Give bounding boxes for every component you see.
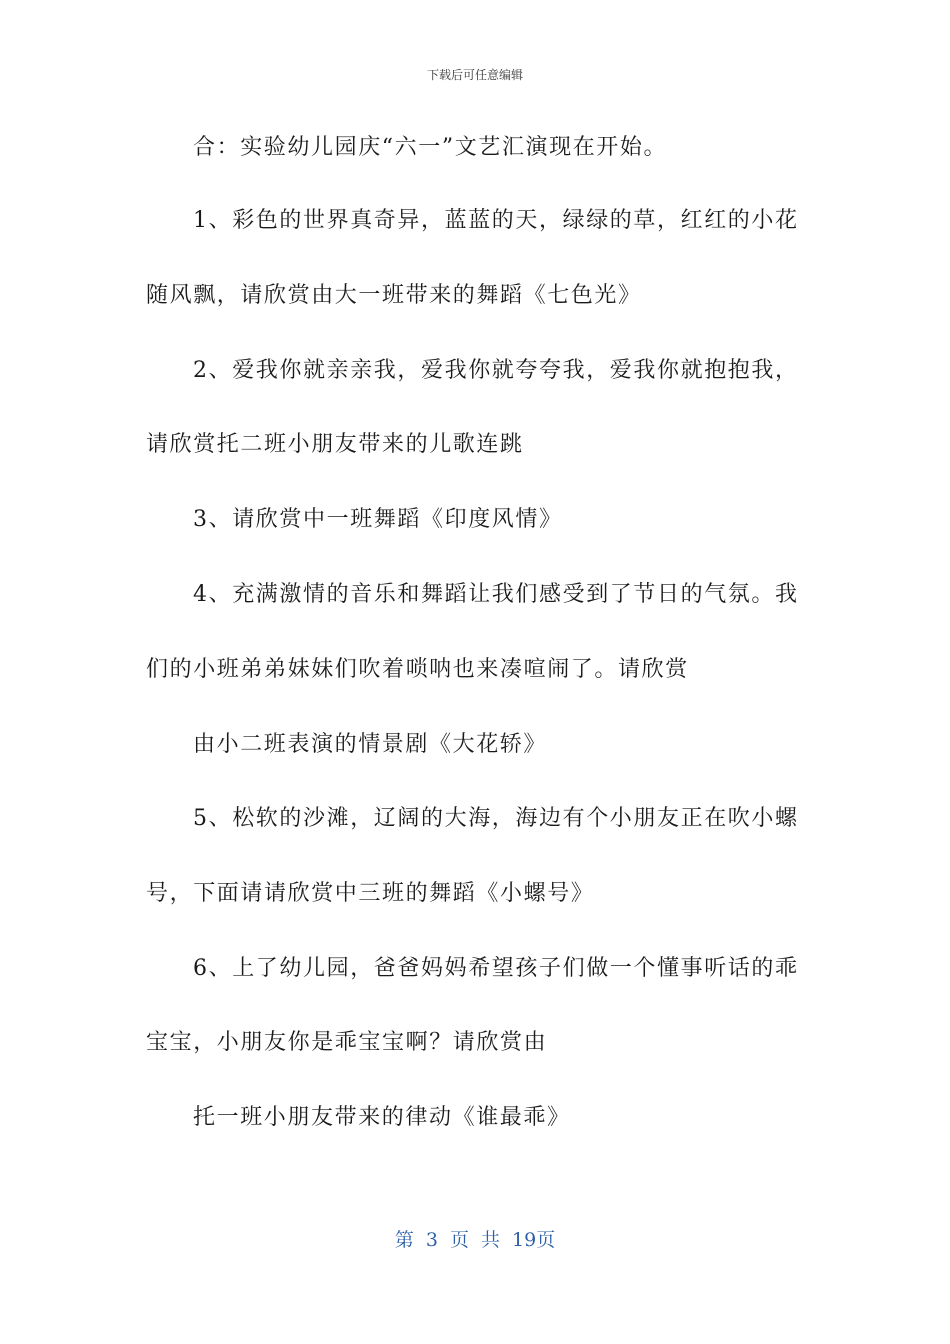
paragraph-line-opening: 合：实验幼儿园庆“六一”文艺汇演现在开始。 xyxy=(193,135,668,160)
paragraph-line-item-2: 2、爱我你就亲亲我，爱我你就夸夸我，爱我你就抱抱我， xyxy=(193,358,799,383)
paragraph-line-item-1-cont: 随风飘，请欣赏由大一班带来的舞蹈《七色光》 xyxy=(146,283,642,308)
paragraph-line-item-4-cont-2: 由小二班表演的情景剧《大花轿》 xyxy=(193,732,548,757)
paragraph-line-item-4-cont: 们的小班弟弟妹妹们吹着唢呐也来凑喧闹了。请欣赏 xyxy=(146,657,689,682)
paragraph-line-item-4: 4、充满激情的音乐和舞蹈让我们感受到了节日的气氛。我 xyxy=(193,582,799,607)
paragraph-line-item-5-cont: 号，下面请请欣赏中三班的舞蹈《小螺号》 xyxy=(146,881,595,906)
paragraph-line-item-3: 3、请欣赏中一班舞蹈《印度风情》 xyxy=(193,507,563,532)
paragraph-line-item-5: 5、松软的沙滩，辽阔的大海，海边有个小朋友正在吹小螺 xyxy=(193,806,799,831)
paragraph-line-item-1: 1、彩色的世界真奇异，蓝蓝的天，绿绿的草，红红的小花 xyxy=(193,208,799,233)
paragraph-line-item-6-cont: 宝宝，小朋友你是乖宝宝啊？请欣赏由 xyxy=(146,1030,548,1055)
paragraph-line-item-6-cont-2: 托一班小朋友带来的律动《谁最乖》 xyxy=(193,1105,571,1130)
page-number: 第 3 页 共 19页 xyxy=(394,1229,556,1251)
header-note: 下载后可任意编辑 xyxy=(426,68,523,82)
paragraph-line-item-2-cont: 请欣赏托二班小朋友带来的儿歌连跳 xyxy=(146,432,524,457)
paragraph-line-item-6: 6、上了幼儿园，爸爸妈妈希望孩子们做一个懂事听话的乖 xyxy=(193,956,799,981)
